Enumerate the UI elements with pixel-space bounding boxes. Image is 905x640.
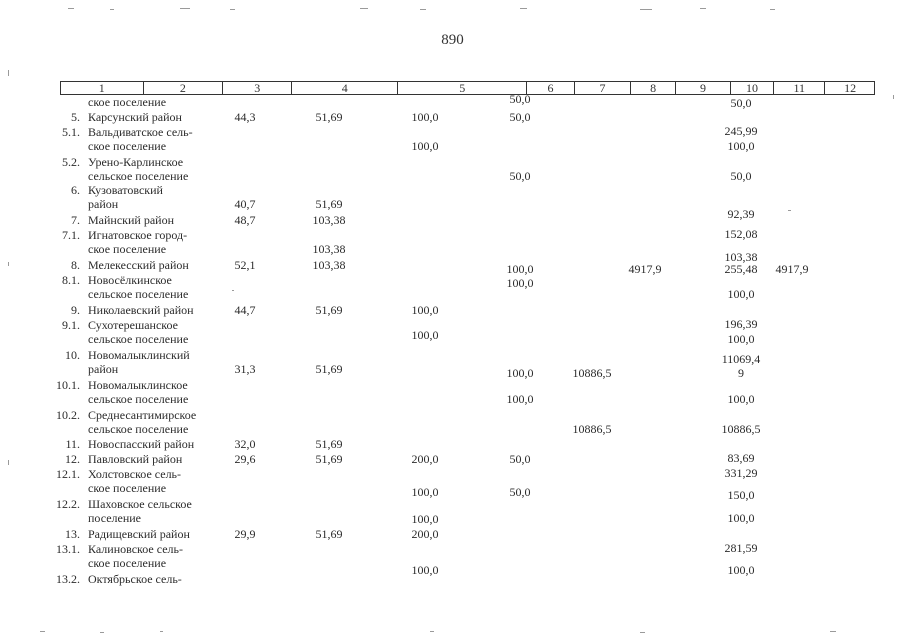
row-name: сельское поселение <box>88 169 189 183</box>
row-name: район <box>88 197 119 211</box>
column-header-1: 1 <box>61 82 144 94</box>
cell-col-10: 9 <box>738 366 744 381</box>
cell-col-3: 29,9 <box>234 527 256 541</box>
column-header-11: 11 <box>774 82 825 94</box>
cell-col-10: 152,08 <box>724 227 758 241</box>
cell-col-10: 255,48 <box>724 262 758 277</box>
cell-col-6: 100,0 <box>506 275 534 290</box>
row-number: 12.2. <box>56 497 80 511</box>
cell-col-10: 11069,4 <box>721 352 761 367</box>
row-name: Вальдиватское сель- <box>88 125 193 139</box>
row-name: Среднесантимирское <box>88 408 197 422</box>
row-number: 5.1. <box>62 125 80 139</box>
cell-col-6: 50,0 <box>509 92 531 107</box>
row-number: 7.1. <box>62 228 80 242</box>
cell-col-10: 100,0 <box>727 392 755 406</box>
cell-col-6: 50,0 <box>509 485 531 500</box>
cell-col-4: 103,38 <box>312 258 346 272</box>
row-name: район <box>88 362 119 376</box>
table-header-row <box>60 81 875 95</box>
row-number: 11. <box>65 437 80 451</box>
cell-col-3: 44,3 <box>234 110 256 124</box>
row-name: Новомалыклинский <box>88 348 190 362</box>
row-name: Игнатовское город- <box>88 228 188 242</box>
cell-col-4: 51,69 <box>315 527 343 541</box>
cell-col-10: 245,99 <box>724 124 758 138</box>
cell-col-4: 51,69 <box>315 110 343 124</box>
cell-col-5: 100,0 <box>411 563 439 577</box>
cell-col-6: 50,0 <box>509 169 531 183</box>
row-name: Радищевский район <box>88 527 190 541</box>
cell-col-5: 100,0 <box>411 512 439 527</box>
row-name: Калиновское сель- <box>88 542 183 556</box>
row-name: Мелекесский район <box>88 258 189 272</box>
cell-col-3: 40,7 <box>234 197 256 211</box>
column-header-7: 7 <box>575 82 631 94</box>
cell-col-4: 51,69 <box>315 303 343 317</box>
row-name: Карсунский район <box>88 110 182 124</box>
row-name: Шаховское сельское <box>88 497 192 511</box>
cell-col-5: 200,0 <box>411 452 439 466</box>
row-number: 12.1. <box>56 467 80 481</box>
column-header-6: 6 <box>527 82 575 94</box>
row-name: Холстовское сель- <box>88 467 182 481</box>
row-number: 13.1. <box>56 542 80 556</box>
row-name: сельское поселение <box>88 422 189 436</box>
cell-col-10: 92,39 <box>727 206 755 221</box>
row-number: 5. <box>71 110 80 124</box>
column-header-8: 8 <box>631 82 676 94</box>
cell-col-10: 281,59 <box>724 541 758 555</box>
row-name: Кузоватовский <box>88 183 163 197</box>
column-header-12: 12 <box>844 81 857 95</box>
row-name: Октябрьское сель- <box>88 572 182 586</box>
row-number: 5.2. <box>62 155 80 169</box>
row-name: Николаевский район <box>88 303 194 317</box>
cell-col-6: 100,0 <box>506 366 534 381</box>
cell-col-10: 100,0 <box>727 287 755 301</box>
cell-col-4: 103,38 <box>312 213 346 227</box>
column-header-9: 9 <box>676 82 730 94</box>
row-name: Сухотерешанское <box>88 318 178 332</box>
cell-col-5: 100,0 <box>411 327 439 342</box>
cell-col-4: 51,69 <box>315 437 343 451</box>
cell-col-7: 10886,5 <box>572 422 612 436</box>
column-header-3: 3 <box>223 82 292 94</box>
row-name: сельское поселение <box>88 392 189 406</box>
row-name: сельское поселение <box>88 287 189 301</box>
cell-col-3: 32,0 <box>234 437 256 451</box>
row-name: Урено-Карлинское <box>88 155 184 169</box>
cell-col-10: 10886,5 <box>721 422 761 436</box>
cell-col-5: 200,0 <box>411 527 439 541</box>
cell-col-5: 100,0 <box>411 485 439 500</box>
row-number: 6. <box>71 183 80 197</box>
row-name: ское поселение <box>88 242 167 256</box>
page-number: 890 <box>441 32 464 48</box>
cell-col-3: 48,7 <box>234 213 256 227</box>
cell-col-4: 51,69 <box>315 452 343 466</box>
row-name: Новомалыклинское <box>88 378 188 392</box>
column-header-2: 2 <box>144 82 224 94</box>
cell-col-4: 51,69 <box>315 362 343 376</box>
cell-col-10: 100,0 <box>727 511 755 525</box>
column-header-5: 5 <box>398 82 527 94</box>
cell-col-10: 50,0 <box>730 96 752 111</box>
cell-col-3: 52,1 <box>234 258 256 272</box>
column-header-4: 4 <box>292 82 398 94</box>
row-number: 8. <box>71 258 80 272</box>
cell-col-6: 100,0 <box>506 262 534 277</box>
row-number: 10.1. <box>56 378 80 392</box>
row-name: поселение <box>88 511 142 525</box>
cell-col-6: 50,0 <box>509 110 531 124</box>
cell-col-10: 50,0 <box>730 169 752 183</box>
row-number: 7. <box>71 213 80 227</box>
cell-col-10: 331,29 <box>724 466 758 480</box>
row-number: 10.2. <box>56 408 80 422</box>
cell-col-3: 29,6 <box>234 452 256 466</box>
cell-col-10: 100,0 <box>727 563 755 577</box>
cell-col-5: 100,0 <box>411 110 439 124</box>
row-name: Павловский район <box>88 452 183 466</box>
cell-col-5: 100,0 <box>411 303 439 317</box>
cell-col-5: 100,0 <box>411 139 439 153</box>
row-number: 8.1. <box>62 273 80 287</box>
cell-col-10: 103,38 <box>724 250 758 265</box>
row-number: 13.2. <box>56 572 80 586</box>
row-number: 9. <box>71 303 80 317</box>
cell-col-10: 83,69 <box>727 451 755 465</box>
cell-col-3: 31,3 <box>234 362 256 376</box>
cell-col-10: 100,0 <box>727 139 755 153</box>
row-name: ское поселение <box>88 481 167 495</box>
cell-col-10: 150,0 <box>727 488 755 502</box>
cell-col-11: 4917,9 <box>775 262 809 277</box>
row-name: ское поселение <box>88 95 167 109</box>
row-name: ское поселение <box>88 556 167 570</box>
cell-col-8: 4917,9 <box>628 262 662 277</box>
row-name: Новосёлкинское <box>88 273 172 287</box>
cell-col-6: 50,0 <box>509 452 531 466</box>
column-header-10: 10 <box>731 82 774 94</box>
cell-col-6: 100,0 <box>506 392 534 406</box>
cell-col-7: 10886,5 <box>572 366 612 381</box>
cell-col-3: 44,7 <box>234 303 256 317</box>
row-number: 10. <box>65 348 80 362</box>
row-name: сельское поселение <box>88 332 189 346</box>
row-name: ское поселение <box>88 139 167 153</box>
cell-col-10: 100,0 <box>727 332 755 346</box>
row-name: Новоспасский район <box>88 437 195 451</box>
row-number: 9.1. <box>62 318 80 332</box>
row-number: 12. <box>65 452 80 466</box>
cell-col-4: 51,69 <box>315 197 343 211</box>
cell-col-4: 103,38 <box>312 242 346 256</box>
cell-col-10: 196,39 <box>724 317 758 331</box>
row-number: 13. <box>65 527 80 541</box>
row-name: Майнский район <box>88 213 175 227</box>
